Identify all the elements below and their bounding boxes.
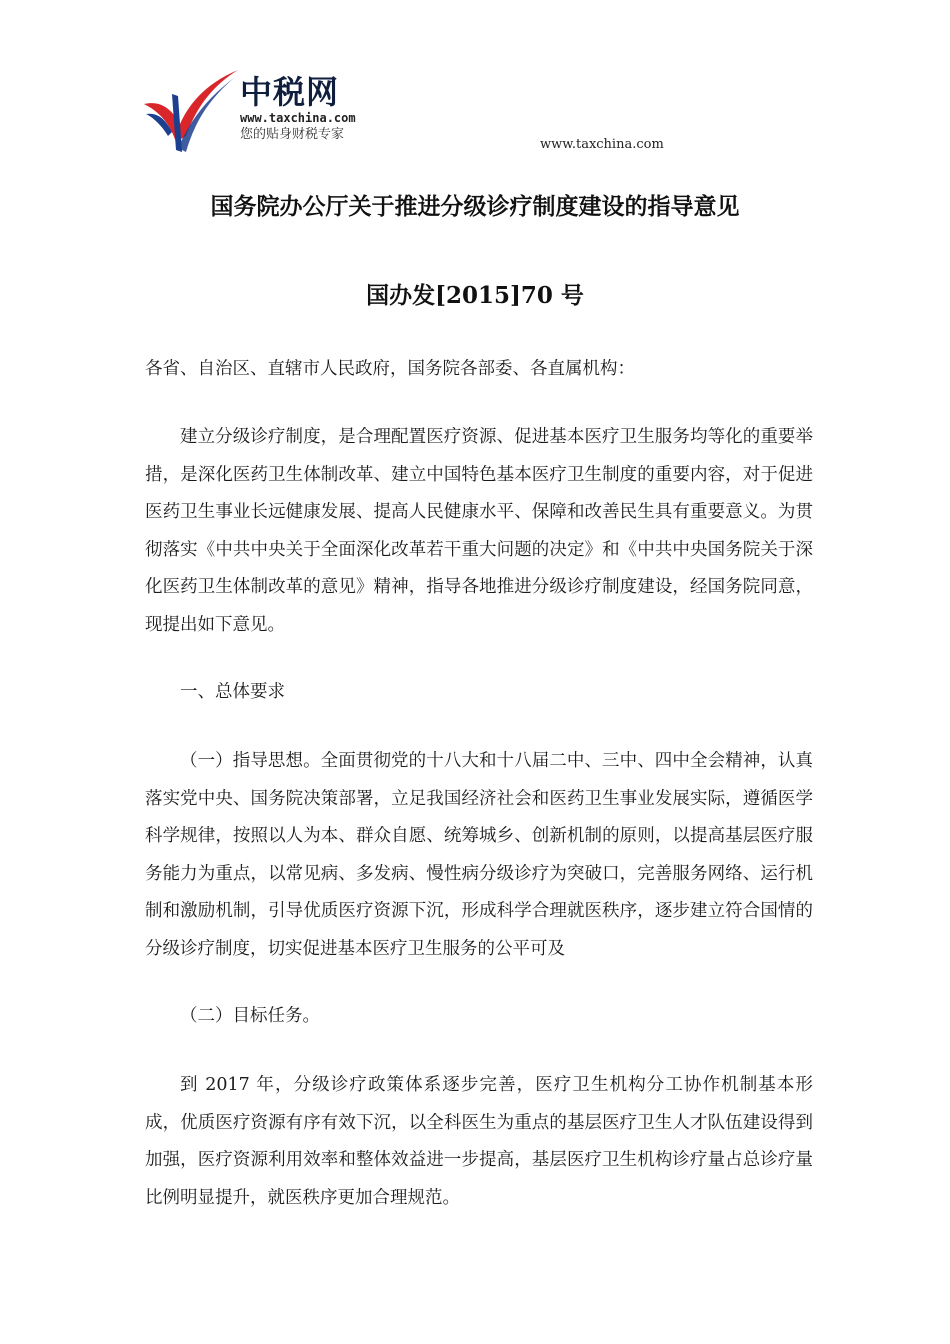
intro-paragraph: 建立分级诊疗制度，是合理配置医疗资源、促进基本医疗卫生服务均等化的重要举措，是深化医药卫生体制改革、建立中国特色基本医疗卫生制度的重要内容，对于促进医药卫生事业长远健康发展、提高人民健康水平、保障和改善民生具有重要意义。为贯彻落实《中共中央关于全面深化改革若干重大问题的决定》和《中共中央国务院关于深化医药卫生体制改革的意见》精神，指导各地推进分级诊疗制度建设，经国务院同意，现提出如下意见。 bbox=[145, 427, 813, 635]
logo-url: www.taxchina.com bbox=[240, 111, 356, 125]
document-number: 国办发[2015]70 号 bbox=[366, 282, 584, 309]
salutation: 各省、自治区、直辖市人民政府，国务院各部委、各直属机构： bbox=[145, 359, 635, 379]
logo-mark-icon bbox=[142, 66, 240, 156]
objectives-paragraph: 到 2017 年，分级诊疗政策体系逐步完善，医疗卫生机构分工协作机制基本形成，优质医疗资源有序有效下沉，以全科医生为重点的基层医疗卫生人才队伍建设得到加强，医疗资源利用效率和整体效益进一步提高，基层医疗卫生机构诊疗量占总诊疗量比例明显提升，就医秩序更加合理规范。 bbox=[145, 1075, 813, 1208]
guiding-thought-paragraph: （一）指导思想。全面贯彻党的十八大和十八届二中、三中、四中全会精神，认真落实党中央、国务院决策部署，立足我国经济社会和医药卫生事业发展实际，遵循医学科学规律，按照以人为本、群众自愿、统筹城乡、创新机制的原则，以提高基层医疗服务能力为重点，以常见病、多发病、慢性病分级诊疗为突破口，完善服务网络、运行机制和激励机制，引导优质医疗资源下沉，形成科学合理就医秩序，逐步建立符合国情的分级诊疗制度，切实促进基本医疗卫生服务的公平可及 bbox=[145, 751, 813, 959]
site-logo[interactable] bbox=[142, 66, 382, 156]
logo-name: 中税网 bbox=[240, 73, 340, 111]
document-title: 国务院办公厅关于推进分级诊疗制度建设的指导意见 bbox=[210, 193, 740, 220]
logo-slogan: 您的贴身财税专家 bbox=[240, 127, 345, 142]
objectives-heading: （二）目标任务。 bbox=[180, 1006, 320, 1026]
header-site-link[interactable]: www.taxchina.com bbox=[540, 137, 664, 152]
section-heading: 一、总体要求 bbox=[180, 682, 285, 702]
